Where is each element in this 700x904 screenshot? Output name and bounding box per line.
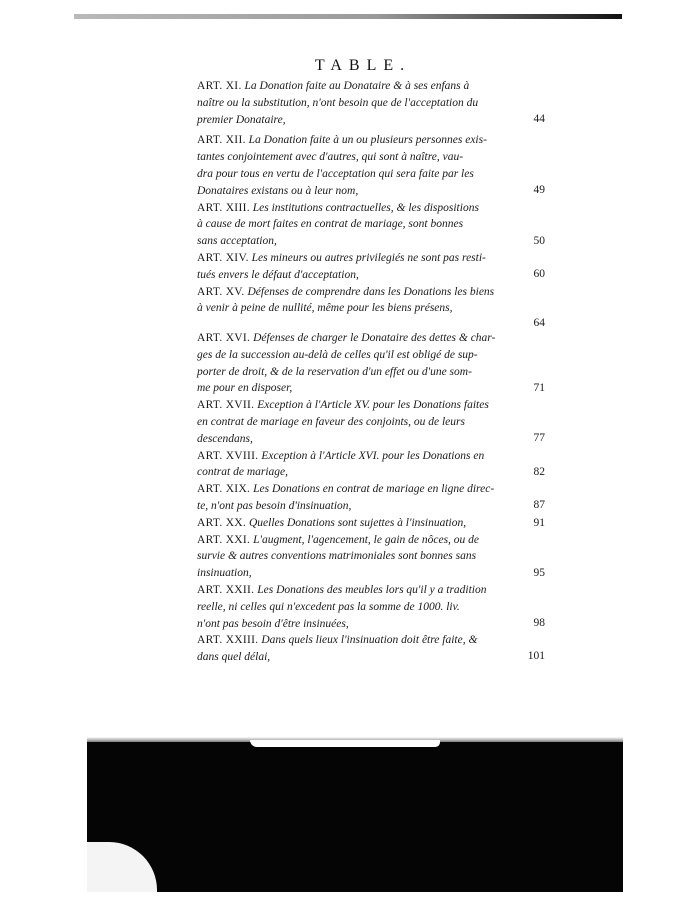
page-number: 82	[533, 465, 545, 478]
entry-label: ART. XVIII.	[197, 449, 259, 462]
entry-line: contrat de mariage,	[197, 466, 289, 479]
top-border-rule	[74, 14, 622, 19]
toc-entry-xxii	[197, 582, 543, 632]
entry-line: La Donation faite au Donataire & à ses enfans à	[244, 80, 470, 92]
page-number: 71	[533, 381, 545, 394]
toc-entry-xvi	[197, 330, 543, 397]
entry-line: Les Donations des meubles lors qu'il y a tradition	[257, 583, 487, 596]
page-number: 77	[533, 432, 545, 445]
toc-entry-xviii	[197, 448, 543, 482]
entry-label: ART. XXI.	[197, 533, 251, 546]
entry-label: ART. XX.	[197, 516, 247, 529]
entry-line: insinuation,	[197, 567, 252, 580]
page-number: 95	[533, 566, 545, 579]
entry-line: Défenses de comprendre dans les Donations les biens	[247, 285, 495, 298]
page-number: 87	[533, 499, 545, 512]
entry-line: survie & autres conventions matrimoniales sont bonnes sans	[197, 550, 477, 563]
entry-line: ges de la succession au-delà de celles qu'il est obligé de sup-	[197, 348, 478, 361]
entry-line: premier Donataire,	[197, 113, 286, 126]
page-number: 101	[527, 650, 545, 663]
entry-line: à cause de mort faites en contrat de mariage, sont bonnes	[197, 218, 464, 231]
entry-line: reelle, ni celles qui n'excedent pas la somme de 1000. liv.	[197, 600, 460, 613]
entry-line: L'augment, l'agencement, le gain de nôces, ou de	[253, 533, 480, 546]
scan-black-area	[87, 742, 623, 892]
entry-label: ART. XIII.	[197, 201, 250, 214]
entry-label: ART. XIX.	[197, 483, 251, 496]
page-number: 98	[533, 616, 545, 629]
page-number: 50	[533, 234, 545, 247]
entry-line: en contrat de mariage en faveur des conjoints, ou de leurs	[197, 415, 465, 428]
toc-entry-xix	[197, 481, 543, 515]
entry-line: Quelles Donations sont sujettes à l'insinuation,	[248, 516, 467, 529]
toc-entry-xxiii	[197, 632, 543, 666]
entry-line: Exception à l'Article XV. pour les Donations faites	[257, 399, 489, 412]
entry-label: ART. XVI.	[197, 331, 251, 344]
toc-entry-xv	[197, 284, 543, 334]
page-number: 44	[533, 113, 545, 125]
entry-line: porter de droit, & de la reservation d'un effet ou d'une som-	[197, 365, 472, 378]
entry-line: naître ou la substitution, n'ont besoin que de l'acceptation du	[197, 96, 479, 109]
entry-line: me pour en disposer,	[197, 382, 293, 395]
entry-line: Les Donations en contrat de mariage en ligne direc-	[253, 483, 495, 496]
toc-entry-xx	[197, 515, 543, 532]
entry-line: descendans,	[197, 432, 253, 445]
entry-line: Les institutions contractuelles, & les dispositions	[252, 201, 479, 214]
torn-page-edge	[250, 740, 440, 747]
entry-label: ART. XV.	[197, 285, 245, 298]
entry-line: tués envers le défaut d'acceptation,	[197, 268, 359, 281]
entry-line: dans quel délai,	[197, 651, 271, 664]
toc-entry-xxi	[197, 532, 543, 582]
toc-entry-xvii	[197, 397, 543, 447]
entry-line: tantes conjointement avec d'autres, qui sont à naître, vau-	[197, 151, 464, 164]
page-title: TABLE.	[314, 57, 412, 74]
entry-line: à venir à peine de nullité, même pour les biens présens,	[197, 302, 453, 315]
page-number: 49	[533, 184, 545, 197]
entry-label: ART. XII.	[197, 134, 246, 147]
toc-entry-xi	[197, 78, 543, 128]
entry-line: Défenses de charger le Donataire des dettes & char-	[253, 331, 496, 344]
entry-line: te, n'ont pas besoin d'insinuation,	[197, 499, 352, 512]
toc-entry-xiii	[197, 200, 543, 250]
page-number: 64	[533, 316, 545, 329]
entry-line: Exception à l'Article XVI. pour les Donations en	[261, 449, 485, 462]
entry-label: ART. XIV.	[197, 251, 249, 264]
entry-label: ART. XXIII.	[197, 634, 259, 647]
entry-label: ART. XXII.	[197, 583, 255, 596]
page-number: 91	[533, 516, 545, 529]
entry-label: ART. XI.	[197, 80, 242, 92]
entry-line: n'ont pas besoin d'être insinuées,	[197, 617, 349, 630]
entry-line: sans acceptation,	[197, 235, 277, 248]
toc-entry-xii	[197, 132, 543, 199]
entry-line: La Donation faite à un ou plusieurs personnes exis-	[248, 134, 487, 147]
entry-label: ART. XVII.	[197, 399, 255, 412]
entry-line: Les mineurs ou autres privilegiés ne sont pas resti-	[251, 251, 486, 264]
page-number: 60	[533, 267, 545, 280]
entry-line: Dans quels lieux l'insinuation doit être faite, &	[261, 634, 478, 647]
entry-line: dra pour tous en vertu de l'acceptation qui sera faite par les	[197, 167, 474, 180]
table-of-contents	[197, 78, 543, 666]
toc-entry-xiv	[197, 250, 543, 284]
entry-line: Donataires existans ou à leur nom,	[197, 184, 359, 197]
